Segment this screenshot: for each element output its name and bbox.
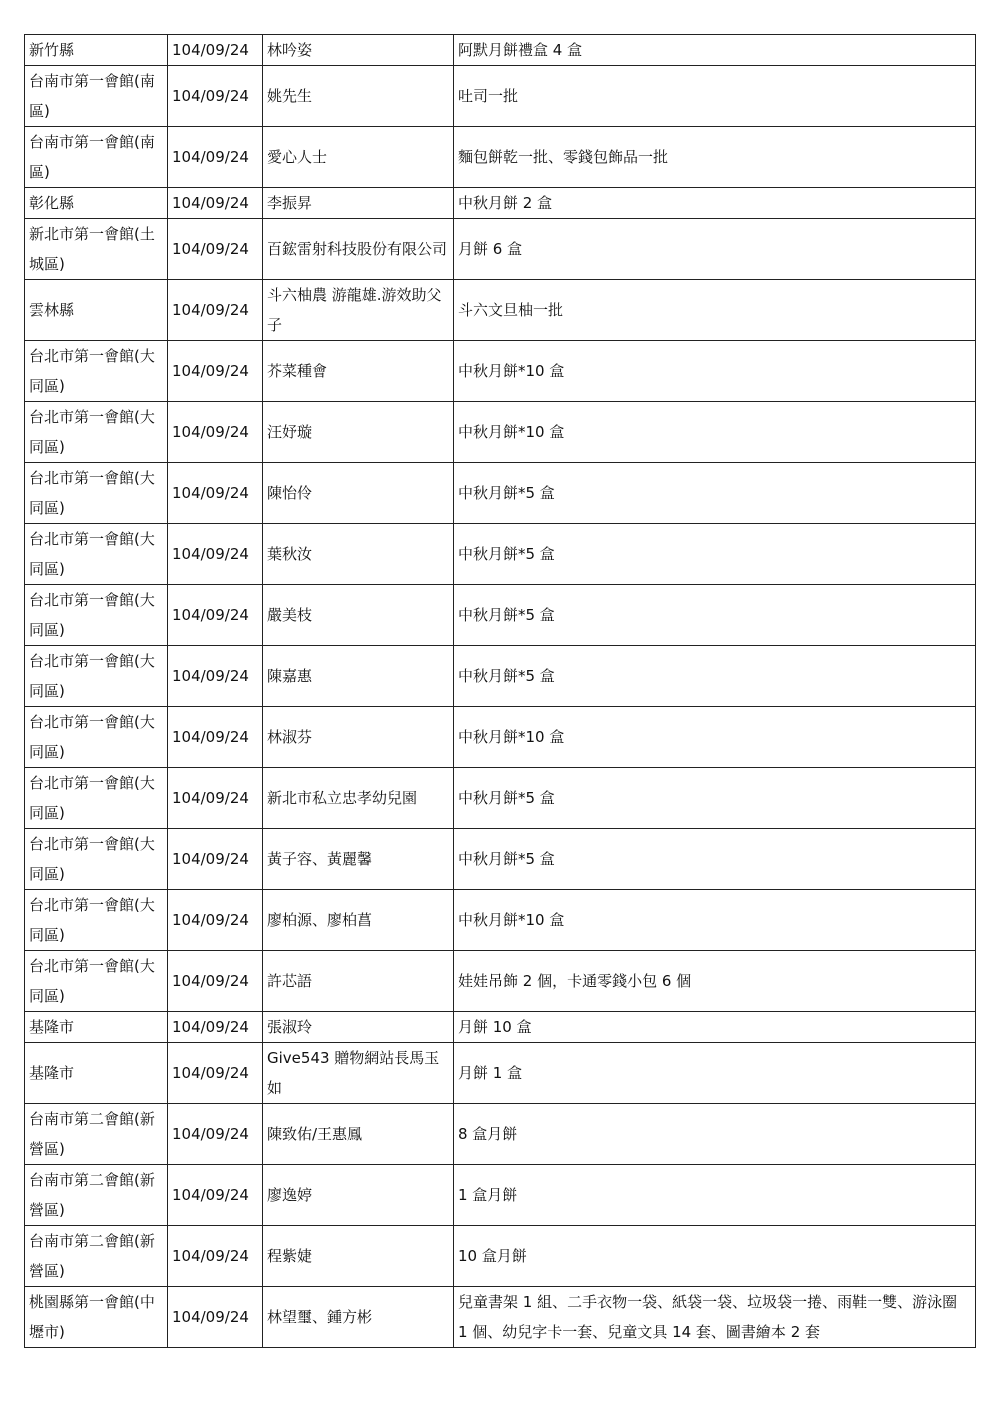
donor-cell-text: 林淑芬: [267, 728, 313, 746]
region-cell-text: 新北市第一會館(土城區): [29, 225, 155, 273]
donated-item-cell: [454, 768, 976, 829]
donor-cell: [263, 1043, 454, 1104]
region-cell: [25, 1165, 168, 1226]
region-cell: [25, 1012, 168, 1043]
date-cell-text: 104/09/24: [172, 362, 249, 380]
donated-item-cell: [454, 1043, 976, 1104]
donated-item-cell: [454, 1226, 976, 1287]
donor-cell-text: 陳怡伶: [267, 484, 313, 502]
table-row: [25, 524, 976, 585]
region-cell: [25, 1104, 168, 1165]
donor-cell: [263, 829, 454, 890]
date-cell-text: 104/09/24: [172, 911, 249, 929]
donor-cell-text: 嚴美枝: [267, 606, 313, 624]
donated-item-cell-text: 吐司一批: [458, 87, 519, 105]
date-cell-text: 104/09/24: [172, 423, 249, 441]
date-cell-text: 104/09/24: [172, 1064, 249, 1082]
table-row: [25, 66, 976, 127]
region-cell-text: 台南市第二會館(新營區): [29, 1110, 155, 1158]
donor-cell: [263, 585, 454, 646]
region-cell: [25, 1226, 168, 1287]
region-cell: [25, 1287, 168, 1348]
table-row: [25, 188, 976, 219]
donor-cell-text: 許芯語: [267, 972, 313, 990]
donor-cell: [263, 402, 454, 463]
table-row: [25, 1165, 976, 1226]
donated-item-cell: [454, 463, 976, 524]
donated-item-cell-text: 中秋月餅*10 盒: [458, 423, 565, 441]
date-cell: [168, 1043, 263, 1104]
donated-item-cell: [454, 1287, 976, 1348]
date-cell-text: 104/09/24: [172, 1186, 249, 1204]
region-cell: [25, 280, 168, 341]
date-cell-text: 104/09/24: [172, 789, 249, 807]
region-cell-text: 台北市第一會館(大同區): [29, 347, 155, 395]
region-cell-text: 台北市第一會館(大同區): [29, 530, 155, 578]
date-cell: [168, 1226, 263, 1287]
region-cell-text: 台北市第一會館(大同區): [29, 957, 155, 1005]
donated-item-cell: [454, 35, 976, 66]
donor-cell-text: 黃子容、黃麗馨: [267, 850, 373, 868]
donor-cell-text: 陳致佑/王惠鳳: [267, 1125, 363, 1143]
donor-cell: [263, 280, 454, 341]
table-row: [25, 890, 976, 951]
table-row: [25, 1226, 976, 1287]
region-cell: [25, 829, 168, 890]
table-row: [25, 341, 976, 402]
region-cell-text: 台北市第一會館(大同區): [29, 835, 155, 883]
region-cell: [25, 402, 168, 463]
region-cell-text: 台南市第二會館(新營區): [29, 1171, 155, 1219]
region-cell: [25, 463, 168, 524]
donated-item-cell-text: 中秋月餅*10 盒: [458, 728, 565, 746]
donated-item-cell: [454, 280, 976, 341]
donated-item-cell-text: 中秋月餅 2 盒: [458, 194, 553, 212]
donor-cell: [263, 1104, 454, 1165]
region-cell: [25, 188, 168, 219]
table-row: [25, 707, 976, 768]
table-row: [25, 951, 976, 1012]
region-cell: [25, 585, 168, 646]
donated-item-cell-text: 斗六文旦柚一批: [458, 301, 564, 319]
region-cell-text: 台北市第一會館(大同區): [29, 408, 155, 456]
donated-item-cell-text: 中秋月餅*5 盒: [458, 545, 555, 563]
donated-item-cell-text: 月餅 6 盒: [458, 240, 523, 258]
donated-item-cell-text: 麵包餅乾一批、零錢包飾品一批: [458, 148, 669, 166]
date-cell: [168, 707, 263, 768]
donated-item-cell: [454, 341, 976, 402]
date-cell-text: 104/09/24: [172, 1018, 249, 1036]
donated-item-cell-text: 中秋月餅*10 盒: [458, 362, 565, 380]
region-cell-text: 台北市第一會館(大同區): [29, 591, 155, 639]
donor-cell: [263, 524, 454, 585]
donor-cell: [263, 35, 454, 66]
donated-item-cell: [454, 1012, 976, 1043]
donated-item-cell-text: 兒童書架 1 組、二手衣物一袋、紙袋一袋、垃圾袋一捲、雨鞋一雙、游泳圈 1 個、幼兒字卡一套、兒童文具 14 套、圖書繪本 2 套: [458, 1293, 958, 1341]
donated-item-cell: [454, 585, 976, 646]
donated-item-cell-text: 中秋月餅*5 盒: [458, 789, 555, 807]
region-cell-text: 彰化縣: [29, 194, 75, 212]
donated-item-cell: [454, 951, 976, 1012]
date-cell: [168, 341, 263, 402]
donated-item-cell: [454, 1165, 976, 1226]
date-cell: [168, 890, 263, 951]
donor-cell-text: 林望璽、鍾方彬: [267, 1308, 373, 1326]
region-cell: [25, 646, 168, 707]
donated-item-cell: [454, 402, 976, 463]
table-row: [25, 1043, 976, 1104]
donor-cell: [263, 1287, 454, 1348]
table-row: [25, 829, 976, 890]
donor-cell-text: 姚先生: [267, 87, 313, 105]
date-cell-text: 104/09/24: [172, 972, 249, 990]
donor-cell-text: 斗六柚農 游龍雄.游效助父子: [267, 286, 442, 334]
donated-item-cell-text: 娃娃吊飾 2 個，卡通零錢小包 6 個: [458, 972, 692, 990]
date-cell-text: 104/09/24: [172, 667, 249, 685]
donated-item-cell: [454, 890, 976, 951]
table-row: [25, 219, 976, 280]
table-row: [25, 1012, 976, 1043]
date-cell-text: 104/09/24: [172, 1308, 249, 1326]
region-cell: [25, 524, 168, 585]
region-cell-text: 台南市第二會館(新營區): [29, 1232, 155, 1280]
region-cell-text: 雲林縣: [29, 301, 75, 319]
donor-cell-text: 張淑玲: [267, 1018, 313, 1036]
region-cell: [25, 127, 168, 188]
region-cell-text: 台北市第一會館(大同區): [29, 896, 155, 944]
donor-cell: [263, 646, 454, 707]
donor-cell: [263, 463, 454, 524]
date-cell: [168, 524, 263, 585]
donated-item-cell: [454, 524, 976, 585]
region-cell-text: 桃園縣第一會館(中壢市): [29, 1293, 155, 1341]
donor-cell-text: 愛心人士: [267, 148, 328, 166]
donated-item-cell-text: 10 盒月餅: [458, 1247, 527, 1265]
region-cell: [25, 768, 168, 829]
table-row: [25, 1287, 976, 1348]
region-cell: [25, 1043, 168, 1104]
date-cell: [168, 219, 263, 280]
donated-item-cell: [454, 219, 976, 280]
donated-item-cell: [454, 707, 976, 768]
donor-cell: [263, 1165, 454, 1226]
donor-cell: [263, 1226, 454, 1287]
donor-cell-text: Give543 贈物網站長馬玉如: [267, 1049, 440, 1097]
donated-item-cell-text: 阿默月餅禮盒 4 盒: [458, 41, 583, 59]
date-cell: [168, 188, 263, 219]
table-row: [25, 35, 976, 66]
region-cell: [25, 35, 168, 66]
region-cell-text: 台南市第一會館(南區): [29, 72, 155, 120]
date-cell: [168, 402, 263, 463]
region-cell-text: 新竹縣: [29, 41, 75, 59]
donor-cell: [263, 1012, 454, 1043]
donated-item-cell: [454, 1104, 976, 1165]
date-cell: [168, 1165, 263, 1226]
donated-item-cell-text: 月餅 10 盒: [458, 1018, 532, 1036]
region-cell: [25, 341, 168, 402]
donor-cell-text: 新北市私立忠孝幼兒園: [267, 789, 418, 807]
donated-item-cell: [454, 829, 976, 890]
date-cell-text: 104/09/24: [172, 606, 249, 624]
donor-cell: [263, 66, 454, 127]
date-cell-text: 104/09/24: [172, 1247, 249, 1265]
region-cell-text: 台北市第一會館(大同區): [29, 469, 155, 517]
donor-cell-text: 百鋐雷射科技股份有限公司: [267, 240, 448, 258]
region-cell-text: 基隆市: [29, 1018, 75, 1036]
date-cell: [168, 1012, 263, 1043]
table-row: [25, 463, 976, 524]
date-cell-text: 104/09/24: [172, 545, 249, 563]
region-cell-text: 台南市第一會館(南區): [29, 133, 155, 181]
region-cell: [25, 951, 168, 1012]
table-row: [25, 768, 976, 829]
date-cell-text: 104/09/24: [172, 148, 249, 166]
donated-item-cell: [454, 646, 976, 707]
donor-cell-text: 陳嘉惠: [267, 667, 313, 685]
region-cell: [25, 219, 168, 280]
region-cell-text: 台北市第一會館(大同區): [29, 713, 155, 761]
donation-table-body: [25, 35, 976, 1348]
region-cell-text: 台北市第一會館(大同區): [29, 774, 155, 822]
date-cell: [168, 768, 263, 829]
date-cell: [168, 585, 263, 646]
date-cell: [168, 35, 263, 66]
date-cell: [168, 463, 263, 524]
donated-item-cell-text: 中秋月餅*5 盒: [458, 667, 555, 685]
region-cell-text: 基隆市: [29, 1064, 75, 1082]
donor-cell: [263, 188, 454, 219]
region-cell: [25, 890, 168, 951]
donor-cell: [263, 219, 454, 280]
region-cell: [25, 66, 168, 127]
donor-cell: [263, 127, 454, 188]
donated-item-cell-text: 中秋月餅*5 盒: [458, 484, 555, 502]
donor-cell-text: 汪妤璇: [267, 423, 313, 441]
donation-table: [24, 34, 976, 1348]
donor-cell-text: 芥菜種會: [267, 362, 328, 380]
date-cell-text: 104/09/24: [172, 484, 249, 502]
date-cell-text: 104/09/24: [172, 41, 249, 59]
donated-item-cell: [454, 127, 976, 188]
date-cell: [168, 280, 263, 341]
donor-cell-text: 葉秋汝: [267, 545, 313, 563]
donor-cell: [263, 341, 454, 402]
region-cell: [25, 707, 168, 768]
table-row: [25, 585, 976, 646]
region-cell-text: 台北市第一會館(大同區): [29, 652, 155, 700]
donor-cell-text: 廖柏源、廖柏菖: [267, 911, 373, 929]
date-cell: [168, 951, 263, 1012]
donated-item-cell: [454, 66, 976, 127]
donor-cell-text: 程紫婕: [267, 1247, 313, 1265]
date-cell: [168, 1104, 263, 1165]
table-row: [25, 402, 976, 463]
date-cell-text: 104/09/24: [172, 240, 249, 258]
date-cell: [168, 127, 263, 188]
date-cell-text: 104/09/24: [172, 850, 249, 868]
donor-cell: [263, 768, 454, 829]
donor-cell-text: 林吟姿: [267, 41, 313, 59]
date-cell-text: 104/09/24: [172, 1125, 249, 1143]
donor-cell: [263, 890, 454, 951]
donated-item-cell-text: 8 盒月餅: [458, 1125, 518, 1143]
donor-cell-text: 廖逸婷: [267, 1186, 313, 1204]
donated-item-cell: [454, 188, 976, 219]
donated-item-cell-text: 中秋月餅*10 盒: [458, 911, 565, 929]
date-cell: [168, 646, 263, 707]
date-cell-text: 104/09/24: [172, 87, 249, 105]
table-row: [25, 646, 976, 707]
donor-cell-text: 李振昇: [267, 194, 313, 212]
table-row: [25, 280, 976, 341]
date-cell: [168, 66, 263, 127]
date-cell-text: 104/09/24: [172, 194, 249, 212]
table-row: [25, 127, 976, 188]
donated-item-cell-text: 中秋月餅*5 盒: [458, 850, 555, 868]
donated-item-cell-text: 月餅 1 盒: [458, 1064, 523, 1082]
donated-item-cell-text: 中秋月餅*5 盒: [458, 606, 555, 624]
table-row: [25, 1104, 976, 1165]
donated-item-cell-text: 1 盒月餅: [458, 1186, 518, 1204]
date-cell: [168, 1287, 263, 1348]
donor-cell: [263, 951, 454, 1012]
date-cell-text: 104/09/24: [172, 301, 249, 319]
donor-cell: [263, 707, 454, 768]
date-cell-text: 104/09/24: [172, 728, 249, 746]
date-cell: [168, 829, 263, 890]
